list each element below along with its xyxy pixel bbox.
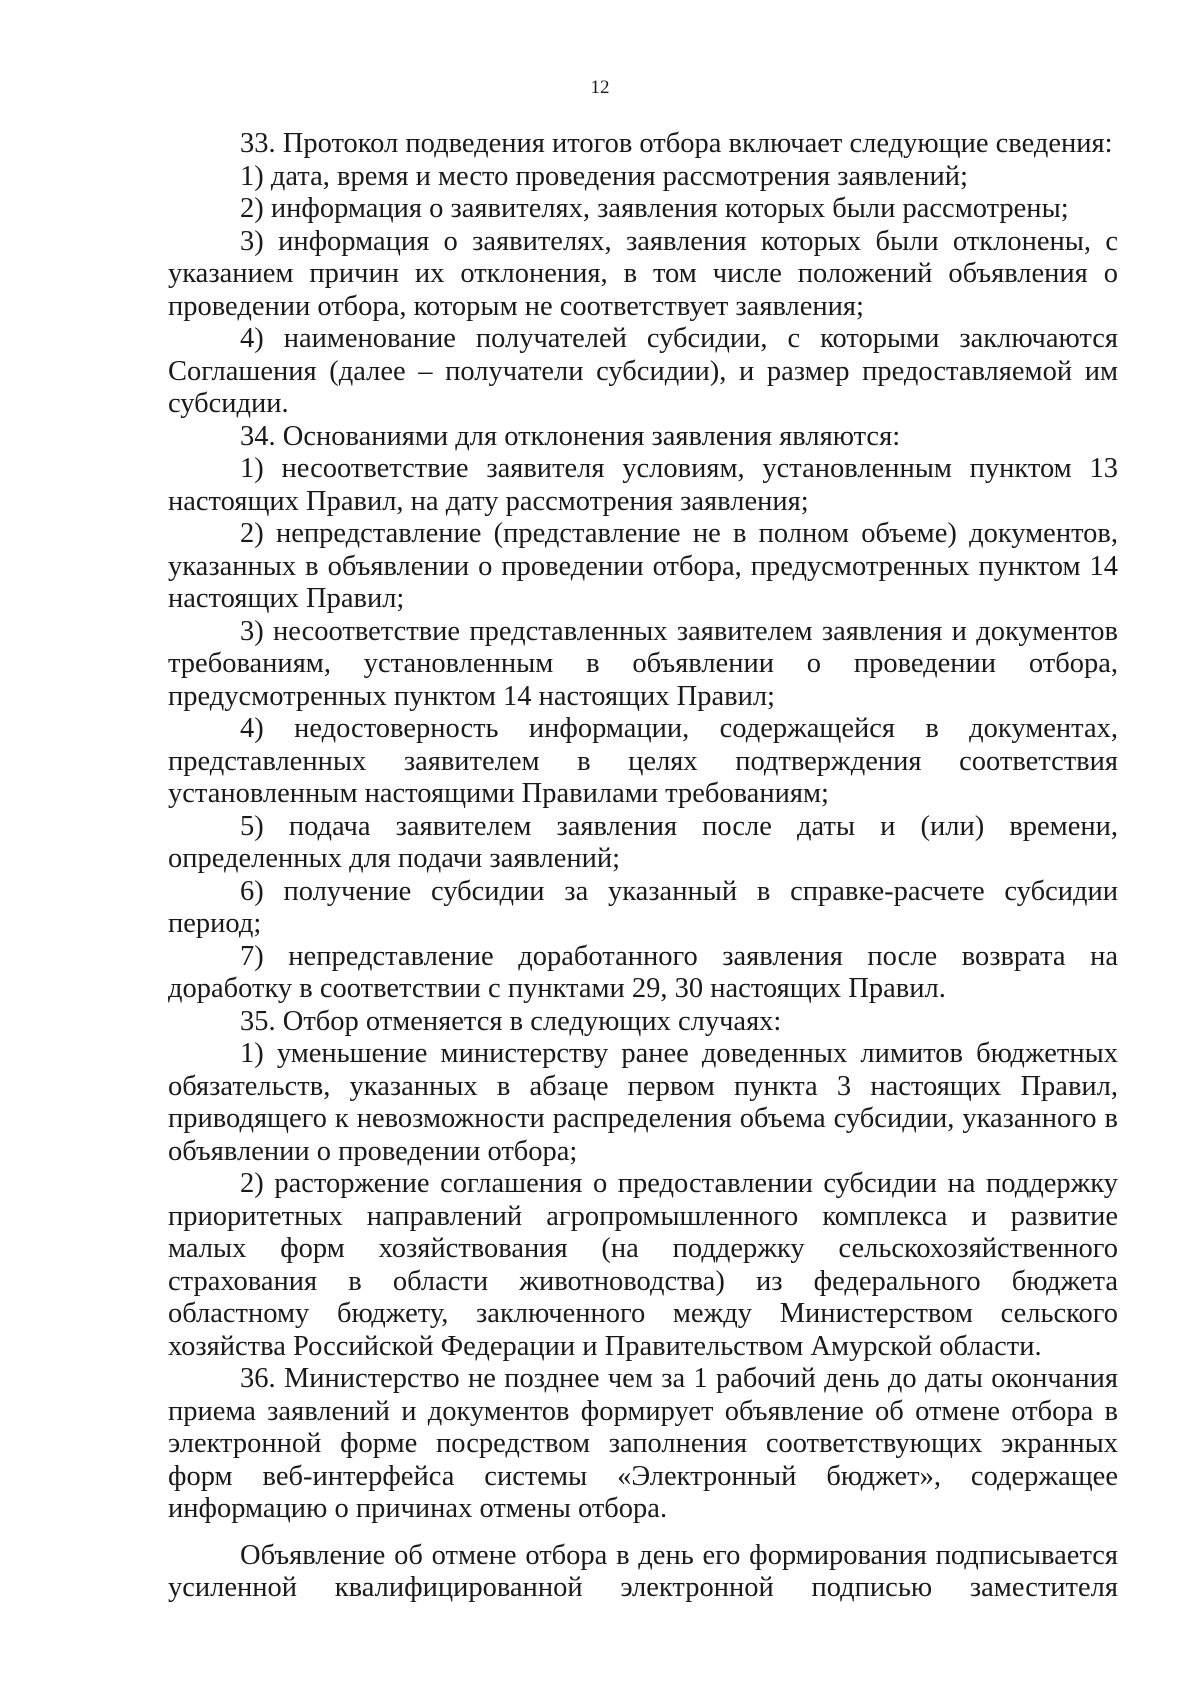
paragraph-34-item-6: 6) получение субсидии за указанный в справке-расчете субсидии период; [168,875,1118,939]
paragraph-34-item-2: 2) непредставление (представление не в полном объеме) документов, указанных в объявлении о проведении отбора, предусмотренных пунктом 14 настоящих Правил; [168,518,1118,614]
paragraph-34-item-5: 5) подача заявителем заявления после даты и (или) времени, определенных для подачи заявлений; [168,810,1118,874]
paragraph-33-item-1: 1) дата, время и место проведения рассмотрения заявлений; [240,160,968,192]
paragraph-34-item-3: 3) несоответствие представленных заявителем заявления и документов требованиям, установленным в объявлении о проведении отбора, предусмотренных пунктом 14 настоящих Правил; [168,615,1118,712]
paragraph-34-item-1: 1) несоответствие заявителя условиям, установленным пунктом 13 настоящих Правил, на дату рассмотрения заявления; [168,453,1118,517]
document-body [168,128,1118,1605]
paragraph-33-item-2: 2) информация о заявителях, заявления которых были рассмотрены; [240,193,1069,224]
page-number: 12 [590,77,610,98]
paragraph-36: 36. Министерство не позднее чем за 1 рабочий день до даты окончания приема заявлений и документов формирует объявление об отмене отбора в электронной форме посредством заполнения соответствующих экранных форм веб-интерфейса системы «Электронный бюджет», содержащее информацию о причинах отмены отбора. [168,1363,1118,1524]
paragraph-34-heading: 34. Основаниями для отклонения заявления являются: [240,420,901,452]
paragraph-35-item-2: 2) расторжение соглашения о предоставлении субсидии на поддержку приоритетных направлений агропромышленного комплекса и развитие малых форм хозяйствования (на поддержку сельскохозяйственного страхования в области животноводства) из федерального бюджета областному бюджету, заключенного между Министерством сельского хозяйства Российской Федерации и Правительством Амурской области. [168,1168,1118,1362]
paragraph-34-item-4: 4) недостоверность информации, содержащейся в документах, представленных заявителем в целях подтверждения соответствия установленным настоящими Правилами требованиям; [168,713,1118,809]
paragraph-36-continuation: Объявление об отмене отбора в день его формирования подписывается усиленной квалифицированной электронной подписью заместителя [168,1539,1118,1603]
paragraph-35-heading: 35. Отбор отменяется в следующих случаях: [240,1005,782,1037]
paragraph-33-heading: 33. Протокол подведения итогов отбора включает следующие сведения: [240,128,1113,159]
paragraph-33-item-4: 4) наименование получателей субсидии, с которыми заключаются Соглашения (далее – получатели субсидии), и размер предоставляемой им субсидии. [168,323,1118,419]
paragraph-33-item-3: 3) информация о заявителях, заявления которых были отклонены, с указанием причин их отклонения, в том числе положений объявления о проведении отбора, которым не соответствует заявления; [168,225,1118,322]
paragraph-34-item-7: 7) непредставление доработанного заявления после возврата на доработку в соответствии с пунктами 29, 30 настоящих Правил. [168,940,1118,1004]
paragraph-35-item-1: 1) уменьшение министерству ранее доведенных лимитов бюджетных обязательств, указанных в абзаце первом пункта 3 настоящих Правил, приводящего к невозможности распределения объема субсидии, указанного в объявлении о проведении отбора; [168,1038,1118,1167]
